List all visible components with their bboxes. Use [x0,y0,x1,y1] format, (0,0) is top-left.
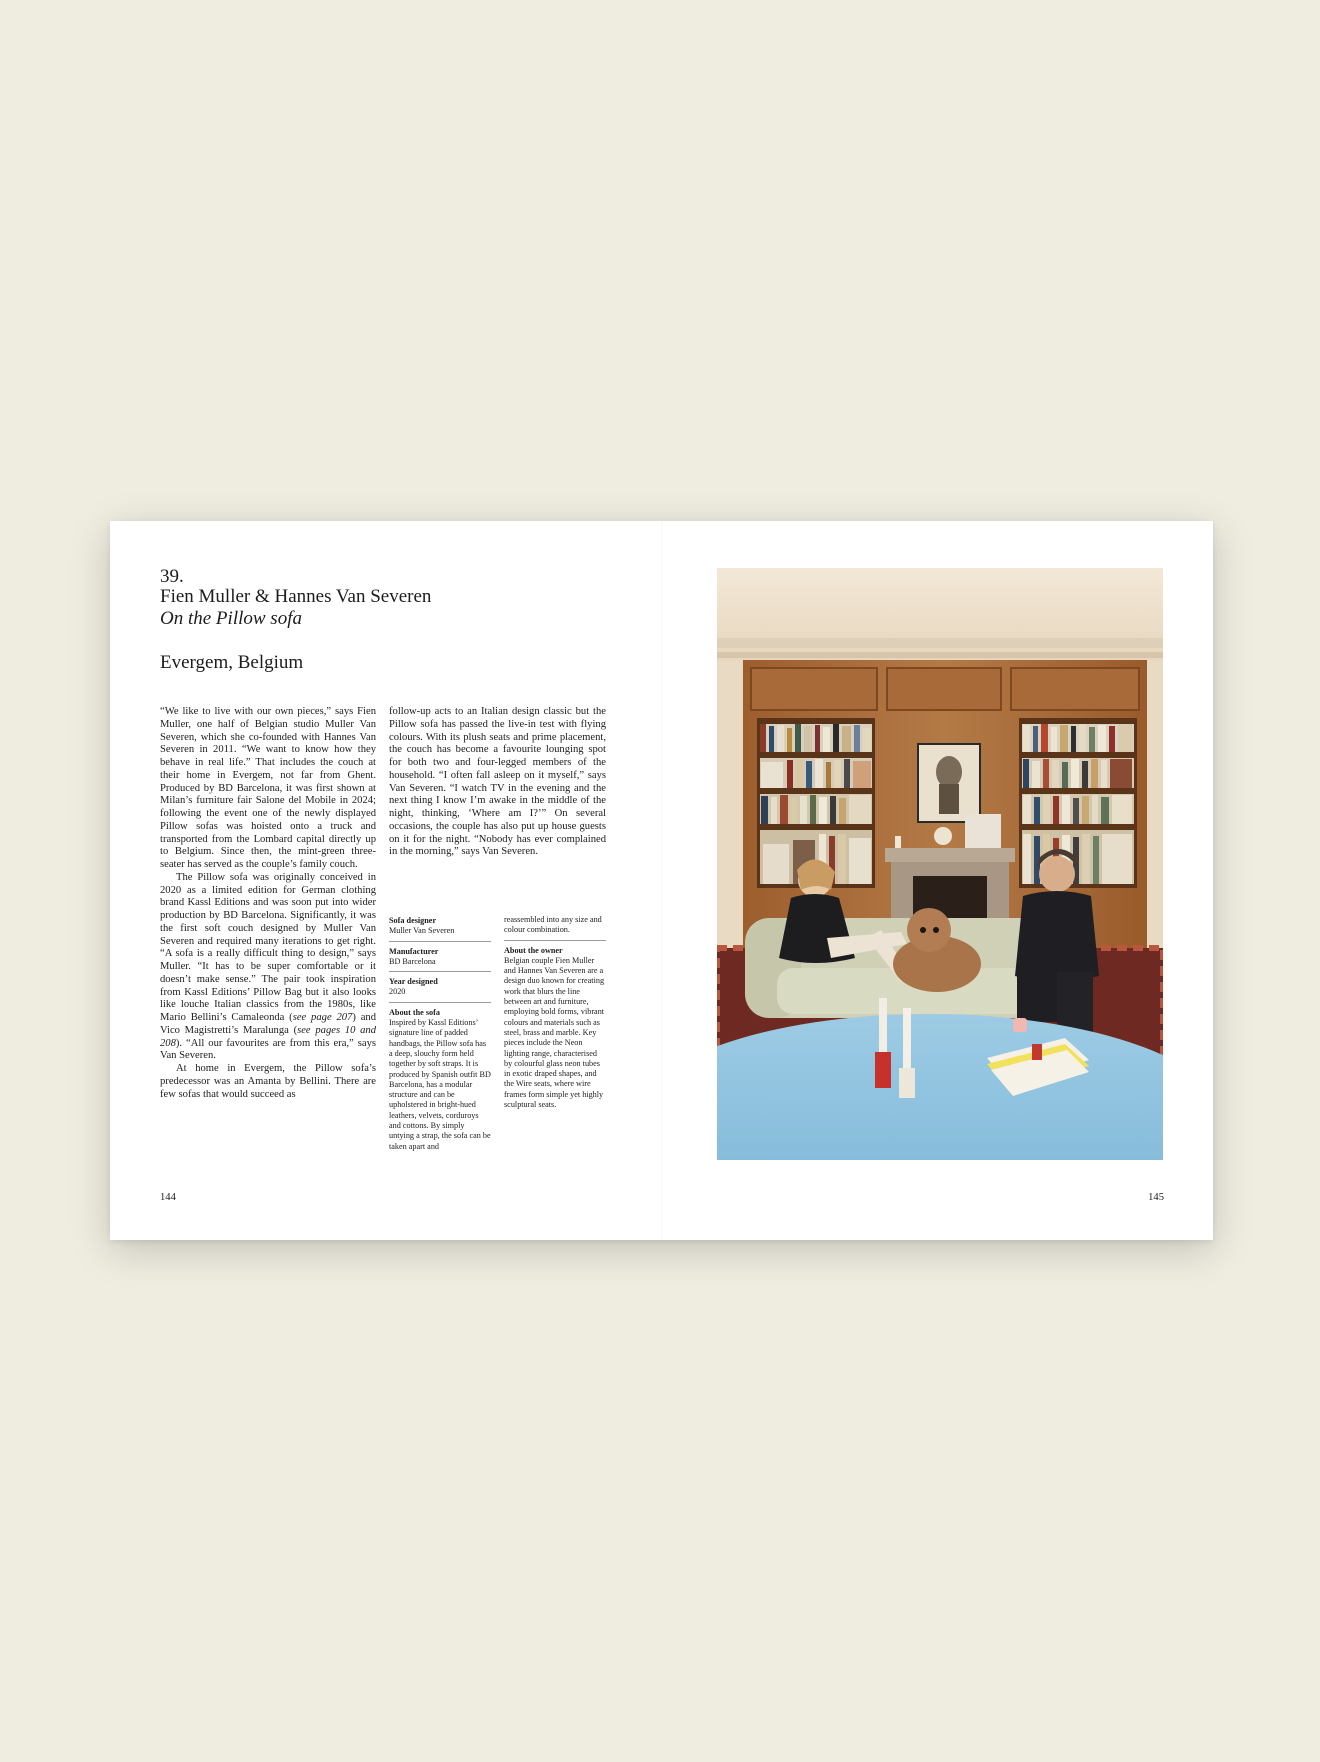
mantel-vase [934,827,952,845]
cornice [717,638,1163,648]
page-number-right: 145 [1148,1192,1164,1203]
body-column-1 [160,706,376,1101]
spec-label: About the sofa [389,1007,440,1017]
body-paragraph: At home in Evergem, the Pillow sofa’s predecessor was an Amanta by Bellini. There are few sofas that would succeed as [160,1063,376,1100]
wall [1147,660,1163,990]
spec-list [389,916,491,1161]
spec-designer [389,916,491,942]
wall [717,660,743,990]
spec-year [389,977,491,1003]
page-number-left: 144 [160,1192,176,1203]
spec-value: Muller Van Severen [389,926,455,936]
dog-eye [933,927,939,933]
body-paragraph: follow-up acts to an Italian design classic but the Pillow sofa has passed the live-in test with flying colours. With its plush seats and prime placement, the couch has become a favourite lounging spot for both two and four-legged members of the household. “I often fall asleep on it myself,” says Van Severen. “I watch TV in the evening and the next thing I know I’m awake in the middle of the night, thinking, ‘Where am I?’” On several occasions, the couple has also put up house guests on it for the night. “Nobody has ever complained in the morning,” says Van Severen. [389,706,606,858]
dog-eye [920,927,926,933]
portrait-photo [717,568,1163,1160]
page-fold [661,521,663,1240]
body-text: The Pillow sofa was originally conceived in 2020 as a limited edition for German clothing brand Kassl Editions and was soon put into wider production by BD Barcelona. Significantly, it was the first soft couch designed by Muller Van Severen and required many iterations to get right. “A sofa is a really difficult thing to design,” says Muller. “It has to be super comfortable or it doesn’t make sense.” The pair took inspiration from Kassl Editions’ Pillow Bag but it also looks like louche Italian classics from the 1980s, like Mario Bellini’s Camaleonda ( [160,871,376,1023]
man-legs [1017,972,1057,1022]
location-heading: Evergem, Belgium [160,652,304,673]
spec-about-sofa [389,1008,491,1156]
body-text: ) and Vico Magistretti’s Maralunga ( [160,1012,376,1036]
candle [903,1008,911,1068]
chapter-subtitle: On the Pillow sofa [160,608,302,629]
photo-illustration [717,568,1163,1160]
candle-holder [899,1068,915,1098]
body-column-2 [389,706,606,859]
man-body [1015,891,1099,981]
spec-label: Year designed [389,977,438,987]
spec-value: Belgian couple Fien Muller and Hannes Van Severen are a design duo known for creating work that blurs the line between art and furniture, employing bold forms, vibrant colours and materials such as steel, brass and marble. Key pieces include the Neon lighting range, characterised by colourful glass neon tubes in exotic draped shapes, and the Wire seats, where wire frames form simple yet highly sculptural seats. [504,955,605,1110]
painting-figure [936,756,962,788]
mantel [885,848,1015,862]
upper-panel [1011,668,1139,710]
spec-continued [504,915,606,941]
candle-holder [875,1052,891,1088]
spec-value: BD Barcelona [389,956,436,966]
spec-value: reassembled into any size and colour combination. [504,915,602,935]
spec-list-continued [504,915,606,1119]
man-head [1039,856,1075,892]
body-paragraph [160,872,376,1063]
spec-label: Manufacturer [389,946,439,956]
ceiling [717,568,1163,664]
spec-value: 2020 [389,987,406,997]
mantel-object [965,814,1001,848]
chapter-title: Fien Muller & Hannes Van Severen [160,586,432,607]
candle [879,998,887,1052]
upper-panel [751,668,877,710]
spec-label: About the owner [504,945,563,955]
page-reference: see pages 10 and 208 [160,1024,377,1049]
dog-head [907,908,951,952]
spec-about-owner [504,946,606,1115]
book-spread [110,521,1213,1240]
cornice [717,652,1163,658]
spec-label: Sofa designer [389,916,437,925]
book-cover-figure [1032,1044,1042,1060]
body-paragraph: “We like to live with our own pieces,” says Fien Muller, one half of Belgian studio Muller Van Severen, which she co-founded with Hannes Van Severen in 2011. “We want to know how they behave in real life.” That includes the couch at their home in Evergem, not far from Ghent. Produced by BD Barcelona, it was first shown at Milan’s furniture fair Salone del Mobile in 2024; following the event one of the newly displayed Pillow sofas was hoisted onto a truck and transported from the Lombard capital directly up to Belgium. Since then, the mint-green three-seater has served as the couple’s family couch. [160,706,376,870]
chapter-number: 39. [160,566,184,587]
painting-figure [939,784,959,814]
blue-table [717,1014,1163,1160]
page-reference: see page 207 [292,1012,353,1023]
body-text: ). “All our favourites are from this era,” says Van Severen. [160,1037,376,1062]
spec-manufacturer [389,947,491,973]
upper-panel [887,668,1001,710]
mantel-candle [895,836,901,848]
mug [1013,1018,1027,1032]
spec-value: Inspired by Kassl Editions’ signature line of padded handbags, the Pillow sofa has a deep, slouchy form held together by soft straps. It is produced by Spanish outfit BD Barcelona, has a modular structure and can be upholstered in bright-hued leathers, velvets, corduroys and cottons. By simply untying a strap, the sofa can be taken apart and [389,1018,491,1151]
